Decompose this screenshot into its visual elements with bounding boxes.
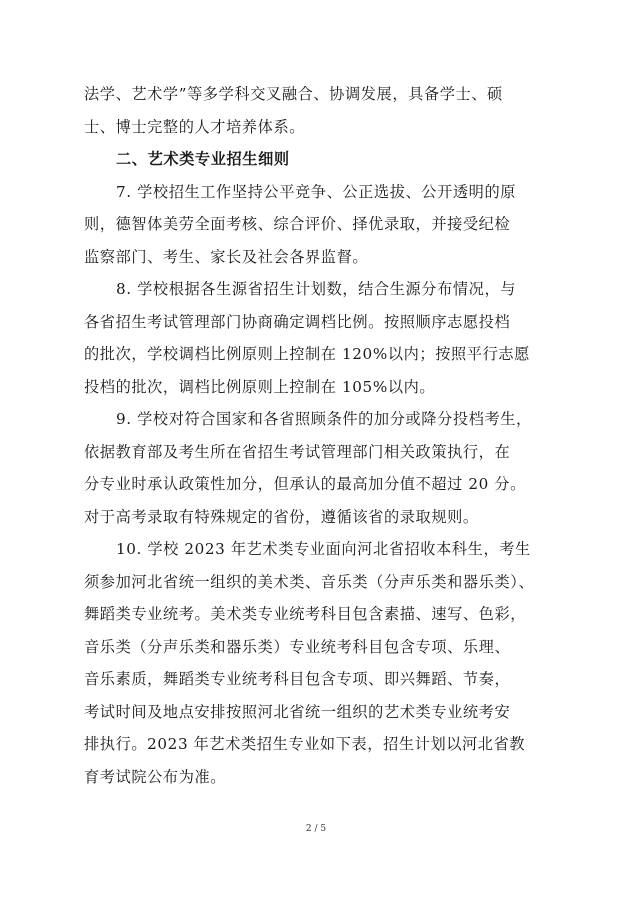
text-line: 考试时间及地点安排按照河北省统一组织的艺术类专业统考安 [84,702,511,721]
document-body [84,78,554,793]
text-line: 的批次，学校调档比例原则上控制在 120%以内；按照平行志愿 [84,345,530,363]
text-line: 监察部门、考生、家长及社会各界监督。 [84,247,369,266]
text-line: 投档的批次，调档比例原则上控制在 105%以内。 [84,377,436,396]
text-line: 音乐素质，舞蹈类专业统考科目包含专项、即兴舞蹈、节奏， [84,670,511,688]
text-line: 则，德智体美劳全面考核、综合评价、择优录取，并接受纪检 [84,215,511,233]
text-line: 对于高考录取有特殊规定的省份，遵循该省的录取规则。 [84,507,479,526]
text-line: 7. 学校招生工作坚持公平竞争、公正选拔、公开透明的原 [116,182,517,201]
text-line: 音乐类（分声乐类和器乐类）专业统考科目包含专项、乐理、 [84,637,511,656]
text-line: 士、博士完整的人才培养体系。 [84,117,306,136]
text-line: 分专业时承认政策性加分，但承认的最高加分值不超过 20 分。 [84,475,526,493]
text-line: 育考试院公布为准。 [84,767,227,786]
page-number: 2 / 5 [305,824,327,834]
text-line: 法学、艺术学”等多学科交叉融合、协调发展，具备学士、硕 [84,85,503,103]
text-line: 排执行。2023 年艺术类招生专业如下表，招生计划以河北省教 [84,735,526,753]
text-line: 8. 学校根据各生源省招生计划数，结合生源分布情况，与 [116,280,517,298]
text-line: 各省招生考试管理部门协商确定调档比例。按照顺序志愿投档 [84,312,511,331]
text-line: 舞蹈类专业统考。美术类专业统考科目包含素描、速写、色彩， [84,605,527,623]
text-line: 须参加河北省统一组织的美术类、音乐类（分声乐类和器乐类）、 [84,572,535,591]
text-line: 10. 学校 2023 年艺术类专业面向河北省招收本科生，考生 [116,540,531,558]
text-line: 9. 学校对符合国家和各省照顾条件的加分或降分投档考生， [116,410,532,428]
text-line: 依据教育部及考生所在省招生考试管理部门相关政策执行，在 [84,442,511,461]
section-heading: 二、艺术类专业招生细则 [116,150,290,168]
